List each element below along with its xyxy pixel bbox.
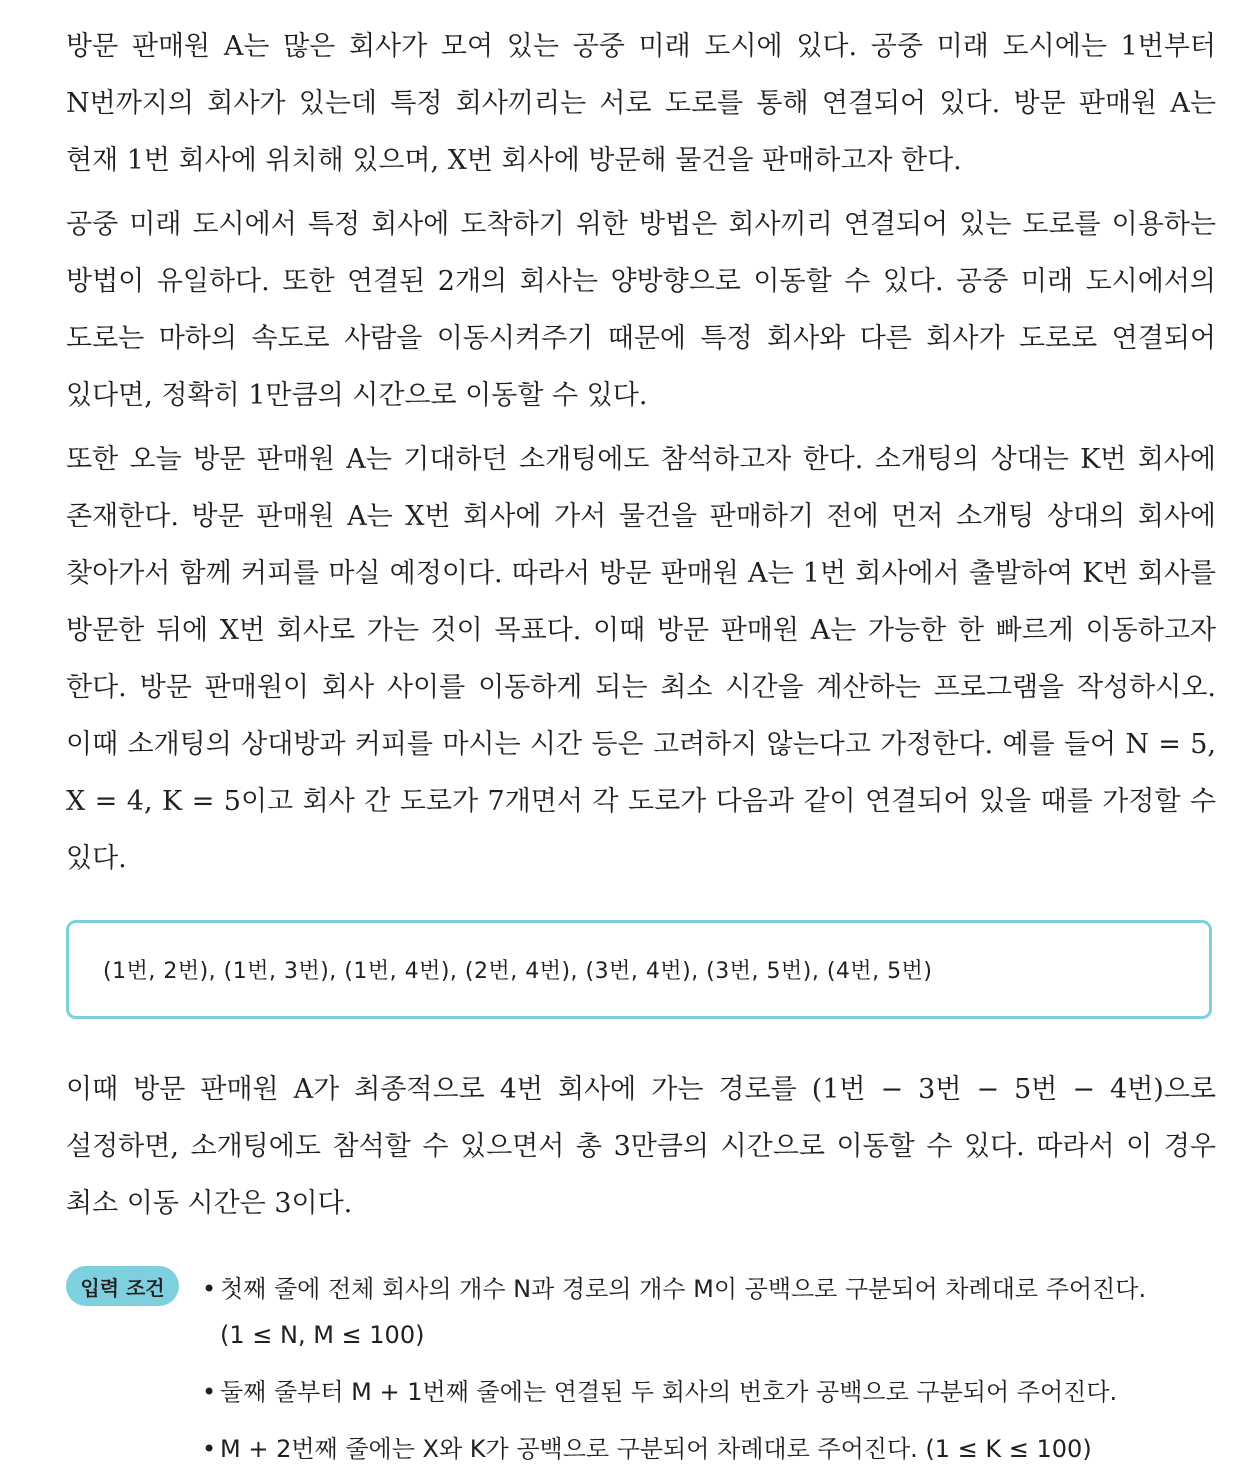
problem-paragraph-blind-date: 또한 오늘 방문 판매원 A는 기대하던 소개팅에도 참석하고자 한다. 소개팅의 상대는 K번 회사에 존재한다. 방문 판매원 A는 X번 회사에 가서 물건을 판매하기 전에 먼저 소개팅 상대의 회사에 찾아가서 함께 커피를 마실 예정이다. 따라서 방문 판매원 A는 1번 회사에서 출발하여 K번 회사를 방문한 뒤에 X번 회사로 가는 것이 목표다. 이때 방문 판매원 A는 가능한 한 빠르게 이동하고자 한다. 방문 판매원이 회사 사이를 이동하게 되는 최소 시간을 계산하는 프로그램을 작성하시오. 이때 소개팅의 상대방과 커피를 마시는 시간 등은 고려하지 않는다고 가정한다. 예를 들어 N = 5, X = 4, K = 5이고 회사 간 도로가 7개면서 각 도로가 다음과 같이 연결되어 있을 때를 가정할 수 있다. (66, 444, 1216, 874)
input-condition-text: 둘째 줄부터 M + 1번째 줄에는 연결된 두 회사의 번호가 공백으로 구분되어 주어진다. (220, 1378, 1118, 1406)
input-condition-text: 첫째 줄에 전체 회사의 개수 N과 경로의 개수 M이 공백으로 구분되어 차례대로 주어진다. (220, 1275, 1147, 1303)
problem-paragraph-roads: 공중 미래 도시에서 특정 회사에 도착하기 위한 방법은 회사끼리 연결되어 있는 도로를 이용하는 방법이 유일하다. 또한 연결된 2개의 회사는 양방향으로 이동할 수 있다. 공중 미래 도시에서의 도로는 마하의 속도로 사람을 이동시켜주기 때문에 특정 회사와 다른 회사가 도로로 연결되어 있다면, 정확히 1만큼의 시간으로 이동할 수 있다. (66, 209, 1216, 411)
example-roads-box (66, 920, 1212, 1019)
input-condition-text: M + 2번째 줄에는 X와 K가 공백으로 구분되어 차례대로 주어진다. (1 ≤ K ≤ 100) (220, 1435, 1092, 1463)
example-roads-text: (1번, 2번), (1번, 3번), (1번, 4번), (2번, 4번), (3번, 4번), (3번, 5번), (4번, 5번) (103, 959, 933, 984)
bullet-icon: • (202, 1378, 217, 1406)
problem-paragraph-example-answer: 이때 방문 판매원 A가 최종적으로 4번 회사에 가는 경로를 (1번 − 3번 − 5번 − 4번)으로 설정하면, 소개팅에도 참석할 수 있으면서 총 3만큼의 시간으로 이동할 수 있다. 따라서 이 경우 최소 이동 시간은 3이다. (66, 1074, 1216, 1219)
problem-paragraph-intro: 방문 판매원 A는 많은 회사가 모여 있는 공중 미래 도시에 있다. 공중 미래 도시에는 1번부터 N번까지의 회사가 있는데 특정 회사끼리는 서로 도로를 통해 연결되어 있다. 방문 판매원 A는 현재 1번 회사에 위치해 있으며, X번 회사에 방문해 물건을 판매하고자 한다. (66, 31, 1216, 176)
input-conditions (66, 1266, 1216, 1476)
input-condition-range: (1 ≤ N, M ≤ 100) (220, 1321, 425, 1349)
input-conditions-list (202, 1266, 1212, 1483)
input-condition-item (202, 1369, 1212, 1415)
input-conditions-badge: 입력 조건 (66, 1266, 179, 1306)
input-condition-item (202, 1266, 1212, 1358)
input-condition-item (202, 1426, 1212, 1472)
problem-page (66, 18, 1216, 1476)
bullet-icon: • (202, 1435, 217, 1463)
bullet-icon: • (202, 1275, 217, 1303)
